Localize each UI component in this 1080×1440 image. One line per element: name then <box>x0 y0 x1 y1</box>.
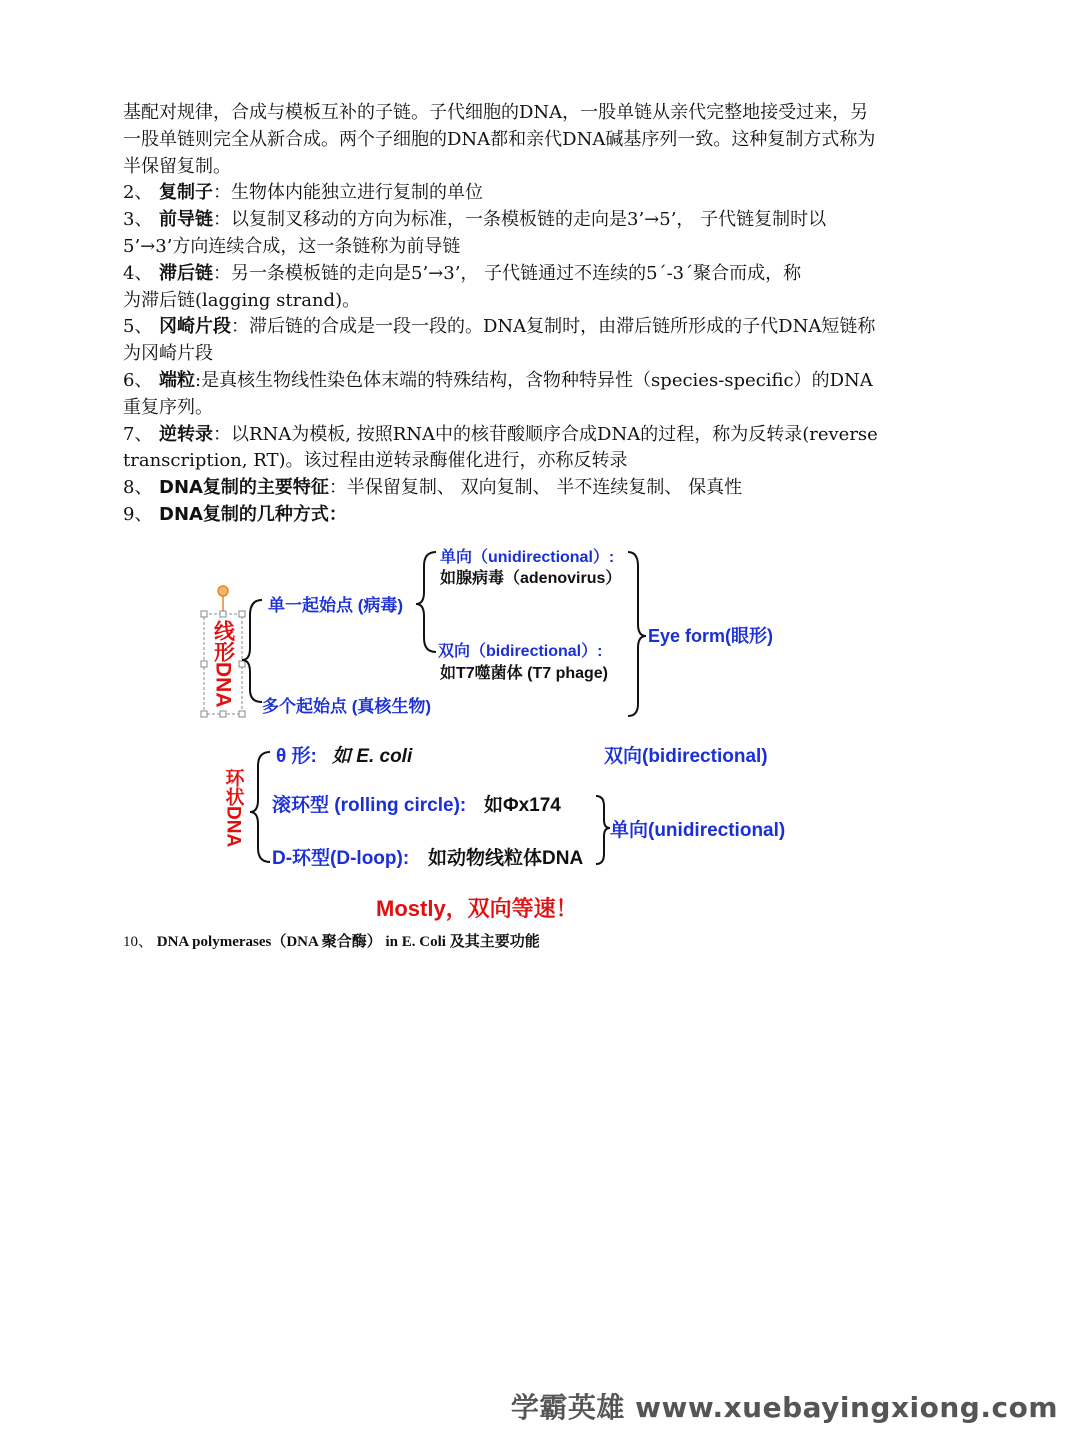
list-item: 2、 复制子：生物体内能独立进行复制的单位 <box>123 182 483 204</box>
rolling-circle-label: 滚环型 (rolling circle): <box>272 795 467 816</box>
rolling-circle-example: 如Φx174 <box>484 795 561 816</box>
theta-direction: 双向(bidirectional) <box>604 746 768 767</box>
list-item-cont: 为滞后链(lagging strand)。 <box>123 289 361 311</box>
unidirectional-head: 单向（unidirectional）: <box>440 549 615 566</box>
bidirectional-example: 如T7噬菌体 (T7 phage) <box>440 665 609 682</box>
theta-example: 如 E. coli <box>332 746 413 767</box>
term: 端粒 <box>159 369 195 391</box>
dloop-label: D-环型(D-loop): <box>272 848 410 869</box>
term: 复制子 <box>159 182 213 204</box>
list-item: 7、 逆转录：以RNA为模板, 按照RNA中的核苷酸顺序合成DNA的过程，称为反转录(reverse <box>123 423 878 445</box>
list-item-cont: 5’→3’方向连续合成，这一条链称为前导链 <box>123 235 461 257</box>
brace-unidirectional <box>596 796 610 864</box>
term: 逆转录 <box>159 423 213 445</box>
term: DNA复制的主要特征 <box>159 477 329 499</box>
list-item: 8、 DNA复制的主要特征：半保留复制、 双向复制、 半不连续复制、 保真性 <box>123 477 743 499</box>
replication-modes-diagram <box>190 540 830 930</box>
watermark: 学霸英雄 www.xuebayingxiong.com <box>510 1391 1058 1424</box>
list-item-cont: 为冈崎片段 <box>123 343 213 365</box>
list-item-cont: 重复序列。 <box>123 396 213 418</box>
list-item-cont: transcription, RT)。该过程由逆转录酶催化进行，亦称反转录 <box>123 450 628 472</box>
body-text <box>123 100 963 529</box>
brace-eye-form <box>628 552 646 716</box>
eye-form-label: Eye form(眼形) <box>648 626 774 646</box>
single-origin-label: 单一起始点 (病毒) <box>268 596 404 615</box>
multi-origin-label: 多个起始点 (真核生物) <box>262 697 432 716</box>
term: 前导链 <box>159 209 213 231</box>
item-10-text: DNA polymerases（DNA 聚合酶） in E. Coli 及其主要功能 <box>156 934 540 950</box>
theta-label: θ 形: <box>276 746 317 767</box>
unidirectional-example: 如腺病毒（adenovirus） <box>440 570 622 587</box>
list-item: 3、 前导链：以复制叉移动的方向为标准，一条模板链的走向是3’→5’， 子代链复制时以 <box>123 209 827 231</box>
list-item: 6、 端粒:是真核生物线性染色体末端的特殊结构，含物种特异性（species-specific）的DNA <box>123 369 873 391</box>
mostly-note: Mostly，双向等速！ <box>376 896 578 921</box>
brace-single-origin <box>416 552 436 652</box>
term: 滞后链 <box>159 262 213 284</box>
item-10-num: 10、 <box>123 934 154 950</box>
item-10 <box>123 930 540 951</box>
brace-circular <box>250 752 270 862</box>
circular-dna-label: 环状DNA <box>222 768 244 848</box>
list-item: 4、 滞后链：另一条模板链的走向是5’→3’， 子代链通过不连续的5´-3´聚合而成，称 <box>123 262 802 284</box>
term: 冈崎片段 <box>159 316 231 338</box>
intro-line-3: 半保留复制。 <box>123 155 231 177</box>
linear-dna-label: 线形DNA <box>211 620 235 708</box>
intro-line-1: 基配对规律，合成与模板互补的子链。子代细胞的DNA，一股单链从亲代完整地接受过来，另 <box>123 102 869 123</box>
list-item: 5、 冈崎片段：滞后链的合成是一段一段的。DNA复制时，由滞后链所形成的子代DNA短链称 <box>123 316 876 338</box>
uni-direction-label: 单向(unidirectional) <box>610 820 786 841</box>
dloop-example: 如动物线粒体DNA <box>428 848 584 869</box>
bidirectional-head: 双向（bidirectional）: <box>438 643 603 660</box>
list-item: 9、 DNA复制的几种方式： <box>123 503 347 525</box>
term: DNA复制的几种方式： <box>159 503 347 525</box>
intro-line-2: 一股单链则完全从新合成。两个子细胞的DNA都和亲代DNA碱基序列一致。这种复制方式称为 <box>123 128 876 150</box>
